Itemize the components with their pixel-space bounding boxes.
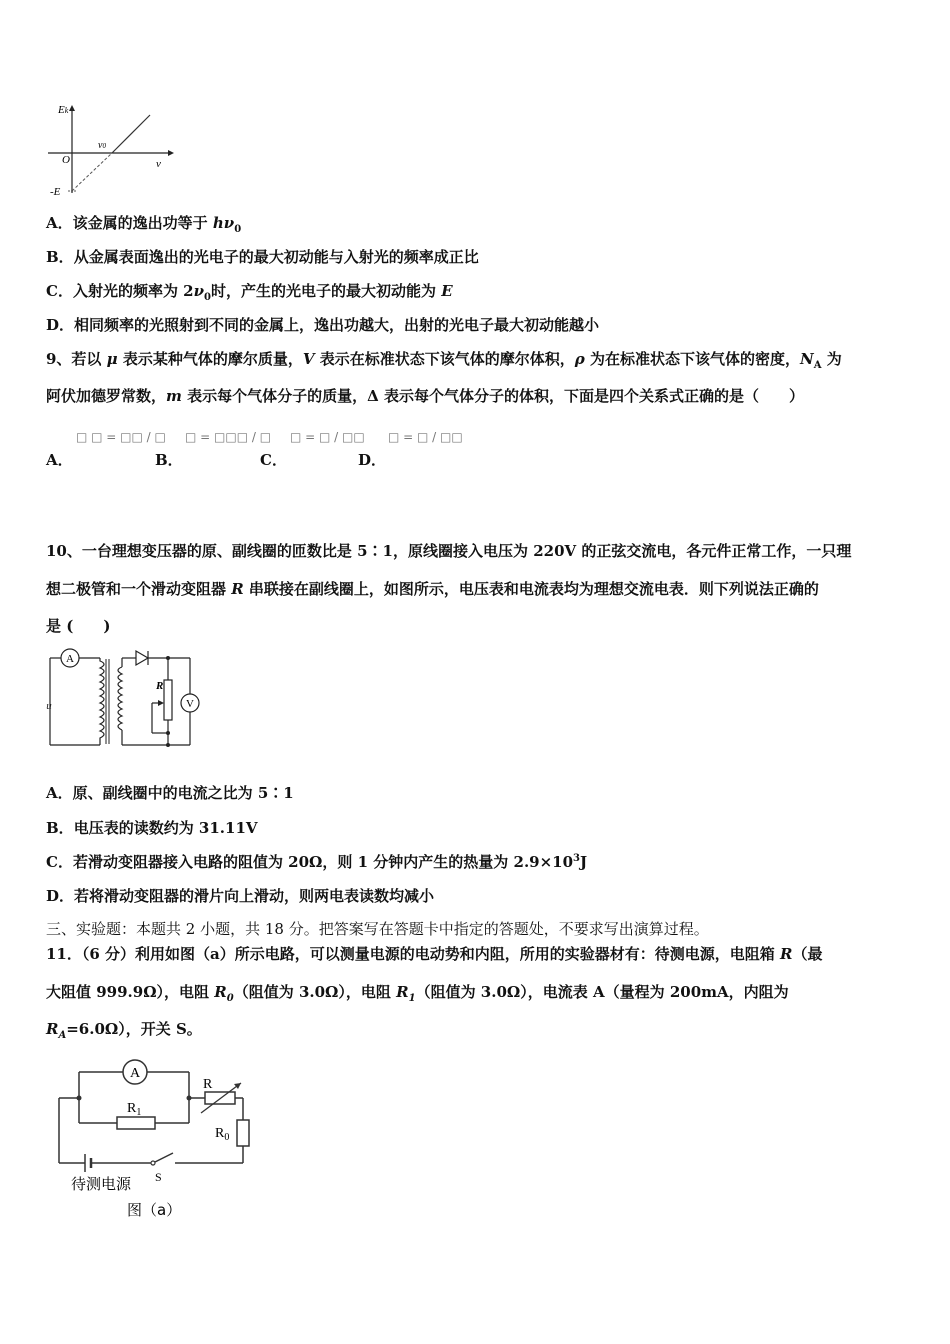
q8-neg: -E (50, 186, 61, 198)
q8-option-a: A．该金属的逸出功等于 $h\nu_0$ (46, 214, 242, 235)
q8-y-label: Ek (58, 104, 69, 116)
q10-option-d: D．若将滑动变阻器的滑片向上滑动，则两电表读数均减小 (46, 887, 435, 905)
q10-stem-line3: 是 ( ) (46, 617, 111, 635)
q11-ammeter: A (129, 1066, 141, 1081)
q11-r1: $R_1$ (127, 1101, 142, 1118)
q8-x-label: ν (156, 158, 161, 170)
q9-stem-line2: 阿伏加德罗常数，m 表示每个气体分子的质量，Δ 表示每个气体分子的体积，下面是四个关系式正确的是（ ） (46, 387, 804, 405)
q10-option-b: B．电压表的读数约为 31.11V (46, 819, 258, 837)
q11-switch: S (155, 1170, 162, 1184)
q10-ammeter: A (66, 653, 74, 665)
q8-option-c: C．入射光的频率为 $2\nu_0$时，产生的光电子的最大初动能为 E (46, 282, 453, 303)
q8-origin: O (62, 154, 70, 166)
q10-stem-line1: 10、一台理想变压器的原、副线圈的匝数比是 5∶1，原线圈接入电压为 220V 的正弦交流电，各元件正常工作，一只理 (46, 542, 852, 560)
q11-caption: 图（a） (127, 1201, 182, 1219)
q8-option-d: D．相同频率的光照射到不同的金属上，逸出功越大，出射的光电子最大初动能越小 (46, 316, 600, 334)
q10-source: u (46, 700, 52, 712)
q10-resistor: R (156, 680, 164, 692)
q10-stem-line2: 想二极管和一个滑动变阻器 R 串联接在副线圈上，如图所示，电压表和电流表均为理想交流电表．则下列说法正确的 (46, 580, 819, 598)
q8-graph (40, 95, 180, 205)
q10-voltmeter: V (186, 698, 194, 710)
q10-option-c: C．若滑动变阻器接入电路的阻值为 20Ω，则 1 分钟内产生的热量为 $2.9\times 10^3J$ (46, 853, 588, 871)
q11-source: 待测电源 (71, 1175, 132, 1193)
q11-circuit (55, 1055, 265, 1225)
q9-stem-line1: 9、若以 μ 表示某种气体的摩尔质量，V 表示在标准状态下该气体的摩尔体积，ρ 为在标准状态下该气体的密度，$N_A$ 为 (46, 350, 842, 371)
q11-r0: $R_0$ (215, 1126, 230, 1143)
section-3-heading: 三、实验题：本题共 2 小题，共 18 分。把答案写在答题卡中指定的答题处，不要求写出演算过程。 (46, 920, 709, 938)
q8-option-b: B．从金属表面逸出的光电子的最大初动能与入射光的频率成正比 (46, 248, 479, 266)
q11-rbox: R (203, 1077, 213, 1092)
q11-stem-line2: 大阻值 999.9Ω），电阻 $R_0$（阻值为 3.0Ω），电阻 $R_1$（阻值为 3.0Ω），电流表 A（量程为 200mA，内阻为 (46, 983, 789, 1004)
q11-stem-line1: 11．（6 分）利用如图（a）所示电路，可以测量电源的电动势和内阻，所用的实验器材有：待测电源，电阻箱 R（最 (46, 945, 823, 963)
q11-stem-line3: $R_A=6.0\Omega$），开关 S。 (46, 1020, 202, 1041)
q10-option-a: A．原、副线圈中的电流之比为 5∶1 (46, 784, 294, 802)
q10-circuit (40, 645, 220, 750)
q8-intercept: ν0 (98, 140, 106, 151)
